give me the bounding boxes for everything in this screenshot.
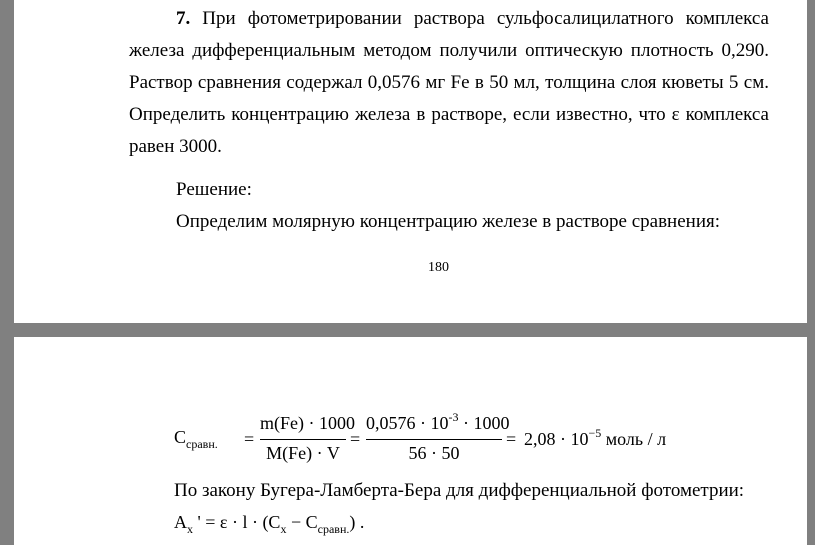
result-exponent: −5 [588, 426, 602, 440]
law-statement: По закону Бугера-Ламберта-Бера для дифференциальной фотометрии: [174, 480, 745, 501]
numerator-tail: · 1000 [458, 413, 510, 433]
fraction1-numerator: m(Fe) · 1000 [260, 413, 355, 433]
fraction2-numerator [366, 410, 510, 434]
cx-subscript: x [280, 522, 287, 536]
result-base: 2,08 · 10 [524, 429, 589, 449]
lhs-subscript: сравн. [186, 437, 218, 451]
formula-minus: − C [286, 512, 318, 532]
fraction1-denominator: M(Fe) · V [266, 443, 340, 463]
numerator-exponent: -3 [448, 410, 459, 424]
document-page-2 [14, 337, 807, 545]
equals-sign: = [506, 429, 517, 449]
equals-sign: = [244, 429, 255, 449]
fraction1-bar [260, 439, 346, 440]
numerator-base: 0,0576 · 10 [366, 413, 449, 433]
problem-number: 7. [176, 8, 191, 29]
solution-label: Решение: [176, 179, 252, 200]
solution-step-text: Определим молярную концентрацию железе в растворе сравнения: [176, 211, 721, 232]
csr-subscript: сравн. [317, 522, 350, 536]
formula-body: ' = ε · l · (C [193, 512, 281, 532]
absorbance-symbol: A [174, 512, 187, 532]
result-unit: моль / л [601, 429, 667, 449]
fraction2-bar [366, 439, 502, 440]
formula-lhs [174, 427, 218, 451]
problem-statement [129, 3, 769, 163]
absorbance-subscript: x [187, 522, 193, 536]
formula-close: ) . [349, 512, 365, 532]
formula-beer-lambert [174, 512, 365, 536]
lhs-symbol: C [174, 427, 187, 447]
page-number: 180 [428, 260, 449, 275]
equals-sign: = [350, 429, 361, 449]
document-page-1 [14, 0, 807, 323]
fraction2-denominator: 56 · 50 [408, 443, 460, 463]
formula-result [524, 426, 667, 450]
problem-text: При фотометрировании раствора сульфосалицилатного комплекса железа дифференциальным методом получили оптическую плотность 0,290. Раствор сравнения содержал 0,0576 мг Fe в 50 мл, толщина слоя кюветы 5 см. Определить концентрацию железа в растворе, если известно, что ε комплекса равен 3000. [129, 8, 769, 157]
